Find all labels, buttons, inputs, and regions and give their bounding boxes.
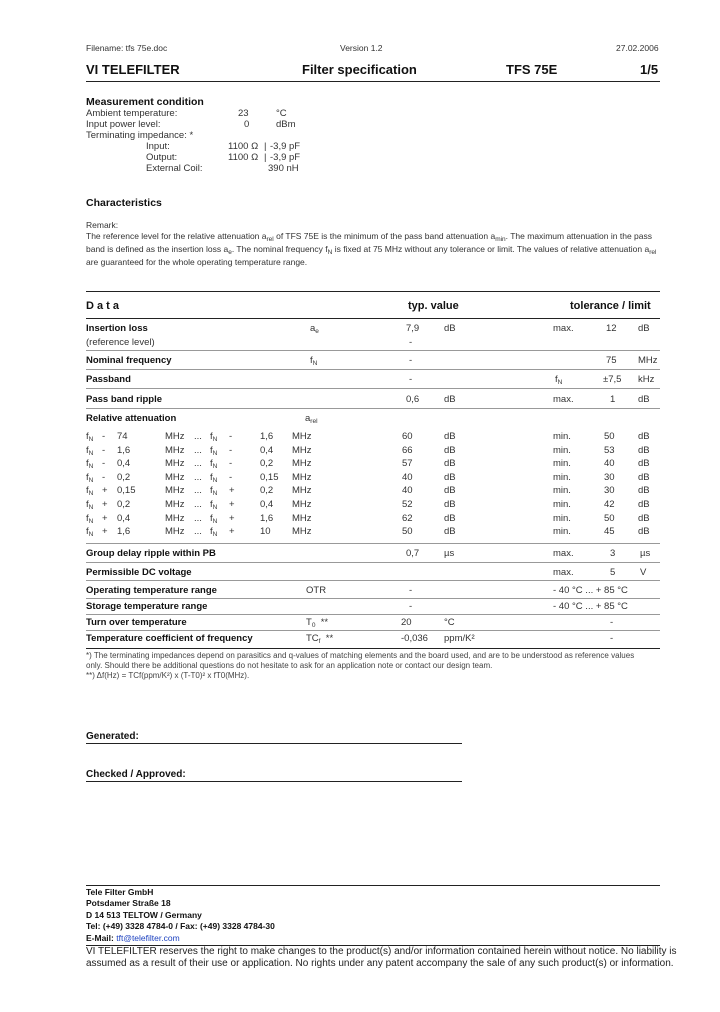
rel-sign-1: -	[102, 472, 106, 483]
disclaimer-line-2: assumed as a result of their use or application. No rights under any patent accompany the sale of any such product(s) or information.	[86, 958, 674, 969]
rel-lim-unit: dB	[638, 499, 650, 510]
rel-typ: 57	[402, 458, 413, 469]
rel-lim-unit: dB	[638, 526, 650, 537]
row-label: Permissible DC voltage	[86, 567, 192, 578]
row-label: Operating temperature range	[86, 585, 217, 596]
rel-min: min.	[553, 445, 571, 456]
footnote-1-line-1: *) The terminating impedances depend on parasitics and q-values of matching elements and the board used, and are to be understood as reference values	[86, 651, 635, 660]
row-divider	[86, 562, 660, 563]
date-text: 27.02.2006	[616, 43, 659, 53]
rel-typ: 40	[402, 485, 413, 496]
rel-dots: ...	[194, 445, 202, 456]
impedance-cap: -3,9 pF	[270, 152, 301, 163]
table-header-rule	[86, 318, 660, 319]
rel-lim: 45	[604, 526, 615, 537]
remark-label: Remark:	[86, 220, 119, 230]
row-divider	[86, 614, 660, 615]
row-lim-val: 12	[606, 323, 617, 334]
rel-sign-1: -	[102, 458, 106, 469]
rel-f1: 0,2	[117, 499, 131, 510]
rel-dots: ...	[194, 499, 202, 510]
rel-f1: 74	[117, 431, 128, 442]
rel-sign-1: +	[102, 499, 108, 510]
page-number: 1/5	[640, 62, 659, 77]
meas-unit: dBm	[276, 119, 296, 130]
rel-unit-2: MHz	[292, 445, 312, 456]
checked-label: Checked / Approved:	[86, 769, 186, 780]
row-typ-unit: dB	[444, 394, 456, 405]
generated-line	[86, 743, 462, 744]
row-typ: -	[409, 374, 413, 385]
row-lim-kind: $f_N$	[555, 374, 563, 386]
rel-unit-1: MHz	[165, 513, 185, 524]
footer-phone: Tel: (+49) 3328 4784-0 / Fax: (+49) 3328 4784-30	[86, 921, 275, 931]
rel-att-label: Relative attenuation	[86, 413, 177, 424]
rel-typ: 52	[402, 499, 413, 510]
rel-lim: 50	[604, 513, 615, 524]
row-lim-unit: µs	[640, 548, 651, 559]
rel-min: min.	[553, 485, 571, 496]
remark-line-2: band is defined as the insertion loss $a_e$. The nominal frequency $f_N$ is fixed at 75 MHz without any tolerance or limit. The values of relative attenuation $a_{rel}$	[86, 244, 657, 256]
rel-f2: 0,2	[260, 458, 274, 469]
row-typ-unit: ppm/K²	[444, 633, 475, 644]
rel-f-symbol-2: $f_N$	[210, 526, 218, 538]
rel-lim-unit: dB	[638, 513, 650, 524]
rel-f2: 0,4	[260, 499, 274, 510]
row-symbol: $TC_f$ **	[306, 633, 334, 645]
row-lim-unit: MHz	[638, 355, 658, 366]
footnote-1-line-2: only. Should there be additional questions do not hesitate to ask for an application note or contact our design team.	[86, 661, 493, 670]
rel-att-symbol: $a_{rel}$	[305, 413, 318, 425]
rel-lim-unit: dB	[638, 458, 650, 469]
rel-unit-1: MHz	[165, 485, 185, 496]
rel-f-symbol: $f_N$	[86, 526, 94, 538]
rel-unit-1: MHz	[165, 431, 185, 442]
row-divider	[86, 630, 660, 631]
rel-f-symbol-2: $f_N$	[210, 431, 218, 443]
rel-f1: 1,6	[117, 526, 131, 537]
rel-dots: ...	[194, 431, 202, 442]
rel-unit-2: MHz	[292, 499, 312, 510]
row-label: Nominal frequency	[86, 355, 172, 366]
row-label: Storage temperature range	[86, 601, 208, 612]
row-label: (reference level)	[86, 337, 155, 348]
disclaimer-line-1: VI TELEFILTER reserves the right to make changes to the product(s) and/or information contained herein without notice. No liability is	[86, 946, 677, 957]
row-label: Pass band ripple	[86, 394, 163, 405]
email-link[interactable]: tft@telefilter.com	[116, 933, 180, 943]
rel-lim: 30	[604, 472, 615, 483]
rel-min: min.	[553, 458, 571, 469]
rel-dots: ...	[194, 472, 202, 483]
rel-f-symbol: $f_N$	[86, 458, 94, 470]
row-divider	[86, 369, 660, 370]
row-lim-val: 1	[610, 394, 616, 405]
row-lim-val: ±7,5	[603, 374, 622, 385]
rel-f1: 1,6	[117, 445, 131, 456]
footer-street: Potsdamer Straße 18	[86, 898, 171, 908]
rel-unit-1: MHz	[165, 445, 185, 456]
footnote-2: **) Δf(Hz) = TCf(ppm/K²) x (T-T0)² x fT0(MHz).	[86, 671, 250, 680]
rel-lim-unit: dB	[638, 485, 650, 496]
row-lim-range: -	[610, 617, 614, 628]
rel-sign-1: +	[102, 513, 108, 524]
rel-f2: 1,6	[260, 513, 274, 524]
row-divider	[86, 350, 660, 351]
rel-sign-2: +	[229, 526, 235, 537]
impedance-label: Output:	[146, 152, 178, 163]
rel-f-symbol-2: $f_N$	[210, 472, 218, 484]
characteristics-title: Characteristics	[86, 197, 162, 209]
rel-f-symbol-2: $f_N$	[210, 499, 218, 511]
part-number: TFS 75E	[506, 62, 558, 77]
rel-f-symbol-2: $f_N$	[210, 458, 218, 470]
measurement-title: Measurement condition	[86, 96, 204, 108]
row-lim-kind: max.	[553, 567, 574, 578]
row-label: Temperature coefficient of frequency	[86, 633, 253, 644]
rel-unit-2: MHz	[292, 458, 312, 469]
rel-unit-1: MHz	[165, 499, 185, 510]
row-lim-kind: max.	[553, 323, 574, 334]
row-symbol: $a_e$	[310, 323, 319, 335]
footer-company: Tele Filter GmbH	[86, 887, 154, 897]
impedance-value: 1100 Ω	[228, 152, 259, 163]
rel-sign-2: -	[229, 431, 233, 442]
row-label: Passband	[86, 374, 131, 385]
rel-unit-1: MHz	[165, 472, 185, 483]
rel-unit-2: MHz	[292, 472, 312, 483]
row-lim-range: - 40 °C ... + 85 °C	[553, 585, 628, 596]
rel-sign-2: -	[229, 458, 233, 469]
rel-unit-1: MHz	[165, 458, 185, 469]
meas-value: 23	[238, 108, 249, 119]
rel-sign-1: +	[102, 526, 108, 537]
row-lim-val: 75	[606, 355, 617, 366]
row-lim-kind: max.	[553, 548, 574, 559]
rel-f1: 0,2	[117, 472, 131, 483]
row-lim-range: - 40 °C ... + 85 °C	[553, 601, 628, 612]
rel-dots: ...	[194, 526, 202, 537]
row-lim-range: -	[610, 633, 614, 644]
row-divider	[86, 408, 660, 409]
row-label: Turn over temperature	[86, 617, 187, 628]
row-divider	[86, 580, 660, 581]
meas-unit: °C	[276, 108, 287, 119]
rel-lim-unit: dB	[638, 445, 650, 456]
company-title: VI TELEFILTER	[86, 62, 180, 77]
footer-rule	[86, 885, 660, 886]
rel-unit-2: MHz	[292, 526, 312, 537]
row-lim-val: 3	[610, 548, 616, 559]
rel-typ-unit: dB	[444, 485, 456, 496]
rel-unit-2: MHz	[292, 485, 312, 496]
rel-f-symbol: $f_N$	[86, 485, 94, 497]
rel-f1: 0,4	[117, 513, 131, 524]
impedance-sep: |	[264, 141, 267, 152]
remark-line-3: are guaranteed for the whole operating temperature range.	[86, 257, 308, 267]
row-typ: 20	[401, 617, 412, 628]
doc-title: Filter specification	[302, 62, 417, 77]
row-symbol: $f_N$	[310, 355, 318, 367]
rel-typ-unit: dB	[444, 513, 456, 524]
row-lim-unit: kHz	[638, 374, 655, 385]
rel-typ: 66	[402, 445, 413, 456]
row-lim-unit: dB	[638, 323, 650, 334]
impedance-value: 1100 Ω	[228, 141, 259, 152]
rel-typ-unit: dB	[444, 458, 456, 469]
checked-line	[86, 781, 462, 782]
rel-dots: ...	[194, 513, 202, 524]
header-rule	[86, 81, 660, 82]
col-tol-header: tolerance / limit	[570, 300, 651, 312]
rel-f-symbol: $f_N$	[86, 431, 94, 443]
rel-lim: 42	[604, 499, 615, 510]
row-symbol: $T_0$ **	[306, 617, 329, 629]
table-top-rule	[86, 291, 660, 292]
meas-label: Input power level:	[86, 119, 161, 130]
rel-f-symbol-2: $f_N$	[210, 445, 218, 457]
rel-typ-unit: dB	[444, 431, 456, 442]
row-lim-val: 5	[610, 567, 616, 578]
generated-label: Generated:	[86, 731, 139, 742]
row-typ: 0,7	[406, 548, 420, 559]
col-data-header: D a t a	[86, 300, 120, 312]
row-label: Group delay ripple within PB	[86, 548, 216, 559]
rel-typ-unit: dB	[444, 499, 456, 510]
rel-typ: 60	[402, 431, 413, 442]
row-divider	[86, 388, 660, 389]
row-typ: -	[409, 601, 413, 612]
rel-f1: 0,4	[117, 458, 131, 469]
row-typ-unit: µs	[444, 548, 455, 559]
rel-typ: 50	[402, 526, 413, 537]
col-typ-header: typ. value	[408, 300, 459, 312]
meas-label: Terminating impedance: *	[86, 130, 194, 141]
meas-label: Ambient temperature:	[86, 108, 178, 119]
row-lim-unit: dB	[638, 394, 650, 405]
version-text: Version 1.2	[340, 43, 383, 53]
row-typ: -	[409, 585, 413, 596]
table-bottom-rule	[86, 648, 660, 649]
rel-min: min.	[553, 472, 571, 483]
row-typ-unit: °C	[444, 617, 455, 628]
rel-unit-2: MHz	[292, 431, 312, 442]
row-typ: 7,9	[406, 323, 420, 334]
rel-sign-2: -	[229, 445, 233, 456]
row-symbol: OTR	[306, 585, 327, 596]
impedance-sep: |	[264, 152, 267, 163]
rel-dots: ...	[194, 485, 202, 496]
rel-typ-unit: dB	[444, 445, 456, 456]
rel-min: min.	[553, 431, 571, 442]
rel-sign-1: -	[102, 431, 106, 442]
filename-text: Filename: tfs 75e.doc	[86, 43, 168, 53]
rel-lim-unit: dB	[638, 431, 650, 442]
row-typ-unit: dB	[444, 323, 456, 334]
rel-unit-2: MHz	[292, 513, 312, 524]
rel-f-symbol: $f_N$	[86, 472, 94, 484]
impedance-cap: 390 nH	[268, 163, 299, 174]
rel-typ-unit: dB	[444, 472, 456, 483]
rel-lim: 53	[604, 445, 615, 456]
rel-f2: 0,15	[260, 472, 279, 483]
rel-sign-2: +	[229, 513, 235, 524]
meas-value: 0	[244, 119, 250, 130]
rel-sign-2: +	[229, 499, 235, 510]
rel-f2: 0,4	[260, 445, 274, 456]
rel-min: min.	[553, 526, 571, 537]
row-divider	[86, 598, 660, 599]
rel-lim: 40	[604, 458, 615, 469]
row-divider	[86, 543, 660, 544]
rel-f-symbol: $f_N$	[86, 445, 94, 457]
rel-sign-1: +	[102, 485, 108, 496]
impedance-label: External Coil:	[146, 163, 203, 174]
footer-email-row: E-Mail: tft@telefilter.com	[86, 933, 180, 943]
rel-typ: 62	[402, 513, 413, 524]
rel-typ-unit: dB	[444, 526, 456, 537]
rel-sign-2: +	[229, 485, 235, 496]
row-lim-unit: V	[640, 567, 647, 578]
rel-sign-2: -	[229, 472, 233, 483]
rel-f-symbol: $f_N$	[86, 499, 94, 511]
rel-min: min.	[553, 499, 571, 510]
row-label: Insertion loss	[86, 323, 148, 334]
impedance-label: Input:	[146, 141, 170, 152]
rel-f2: 10	[260, 526, 271, 537]
rel-lim-unit: dB	[638, 472, 650, 483]
rel-unit-1: MHz	[165, 526, 185, 537]
rel-sign-1: -	[102, 445, 106, 456]
remark-line-1: The reference level for the relative attenuation $a_{rel}$ of TFS 75E is the minimum of the pass band attenuation $a_{min}$. The maximum attenuation in the pass	[86, 231, 652, 243]
rel-f-symbol-2: $f_N$	[210, 513, 218, 525]
footer-city: D 14 513 TELTOW / Germany	[86, 910, 202, 920]
row-typ: 0,6	[406, 394, 420, 405]
rel-f-symbol: $f_N$	[86, 513, 94, 525]
rel-f2: 0,2	[260, 485, 274, 496]
rel-typ: 40	[402, 472, 413, 483]
row-typ: -	[409, 355, 413, 366]
rel-f-symbol-2: $f_N$	[210, 485, 218, 497]
rel-lim: 50	[604, 431, 615, 442]
row-typ: -0,036	[401, 633, 428, 644]
impedance-cap: -3,9 pF	[270, 141, 301, 152]
rel-min: min.	[553, 513, 571, 524]
rel-f2: 1,6	[260, 431, 274, 442]
row-lim-kind: max.	[553, 394, 574, 405]
rel-lim: 30	[604, 485, 615, 496]
row-typ: -	[409, 337, 413, 348]
rel-dots: ...	[194, 458, 202, 469]
rel-f1: 0,15	[117, 485, 136, 496]
